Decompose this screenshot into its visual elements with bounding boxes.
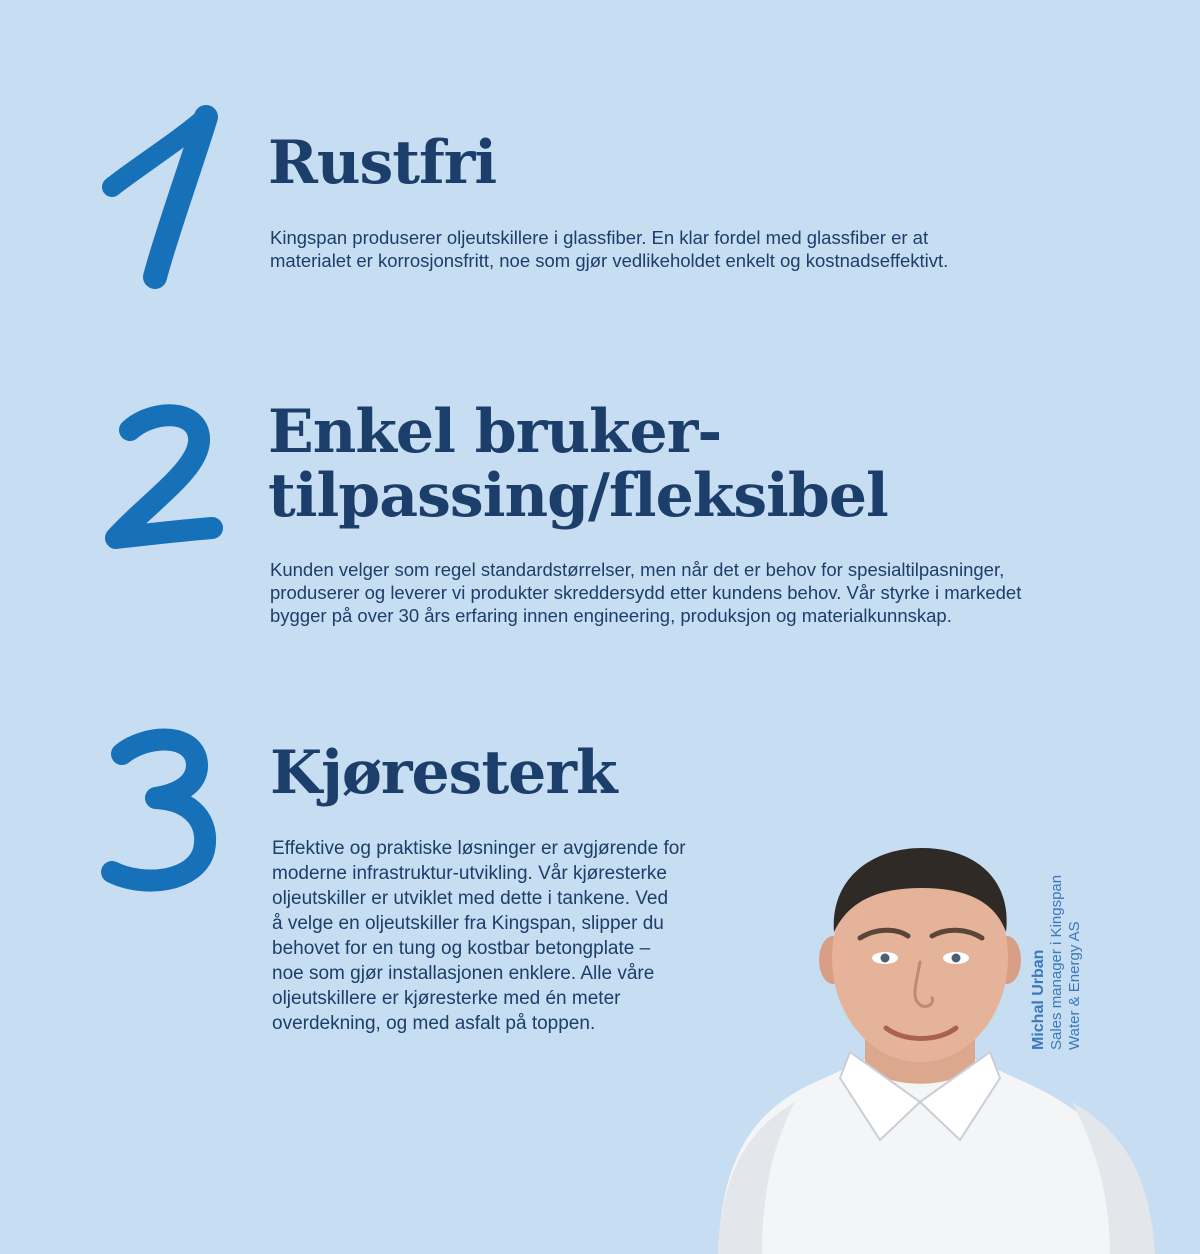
portrait-shirt	[718, 1055, 1155, 1254]
portrait-caption	[1030, 830, 1088, 1050]
numeral-3-icon	[100, 722, 225, 897]
numeral-2-icon	[100, 400, 225, 560]
numeral-1-icon	[100, 105, 225, 295]
section-2-title: Enkel bruker- tilpassing/fleksibel	[268, 397, 888, 531]
caption-role-line-2: Water & Energy AS	[1066, 921, 1083, 1050]
section-3-title: Kjøresterk	[270, 738, 617, 808]
section-3-body: Effektive og praktiske løsninger er avgjørende for moderne infrastruktur-utvikling. Vår kjøresterke oljeutskiller er utviklet med dette i tankene. Ved å velge en oljeutskiller fra Kingspan, slipper du behovet for en tung og kostbar betongplate – noe som gjør installasjonen enklere. Alle våre oljeutskillere er kjøresterke med én meter overdekning, og med asfalt på toppen.	[272, 838, 686, 1034]
caption-name: Michal Urban	[1030, 949, 1047, 1050]
section-1-title: Rustfri	[268, 128, 497, 198]
caption-role-line-1: Sales manager i Kingspan	[1048, 874, 1065, 1050]
section-2-body: Kunden velger som regel standardstørrelser, men når det er behov for spesialtilpasninger, produserer og leverer vi produkter skreddersydd etter kundens behov. Vår styrke i markedet bygger på over 30 års erfaring innen engineering, produksjon og materialkunnskap.	[270, 559, 1022, 626]
section-1-body: Kingspan produserer oljeutskillere i glassfiber. En klar fordel med glassfiber er at materialet er korrosjonsfritt, noe som gjør vedlikeholdet enkelt og kostnadseffektivt.	[270, 227, 949, 271]
portrait-photo	[700, 840, 1170, 1254]
